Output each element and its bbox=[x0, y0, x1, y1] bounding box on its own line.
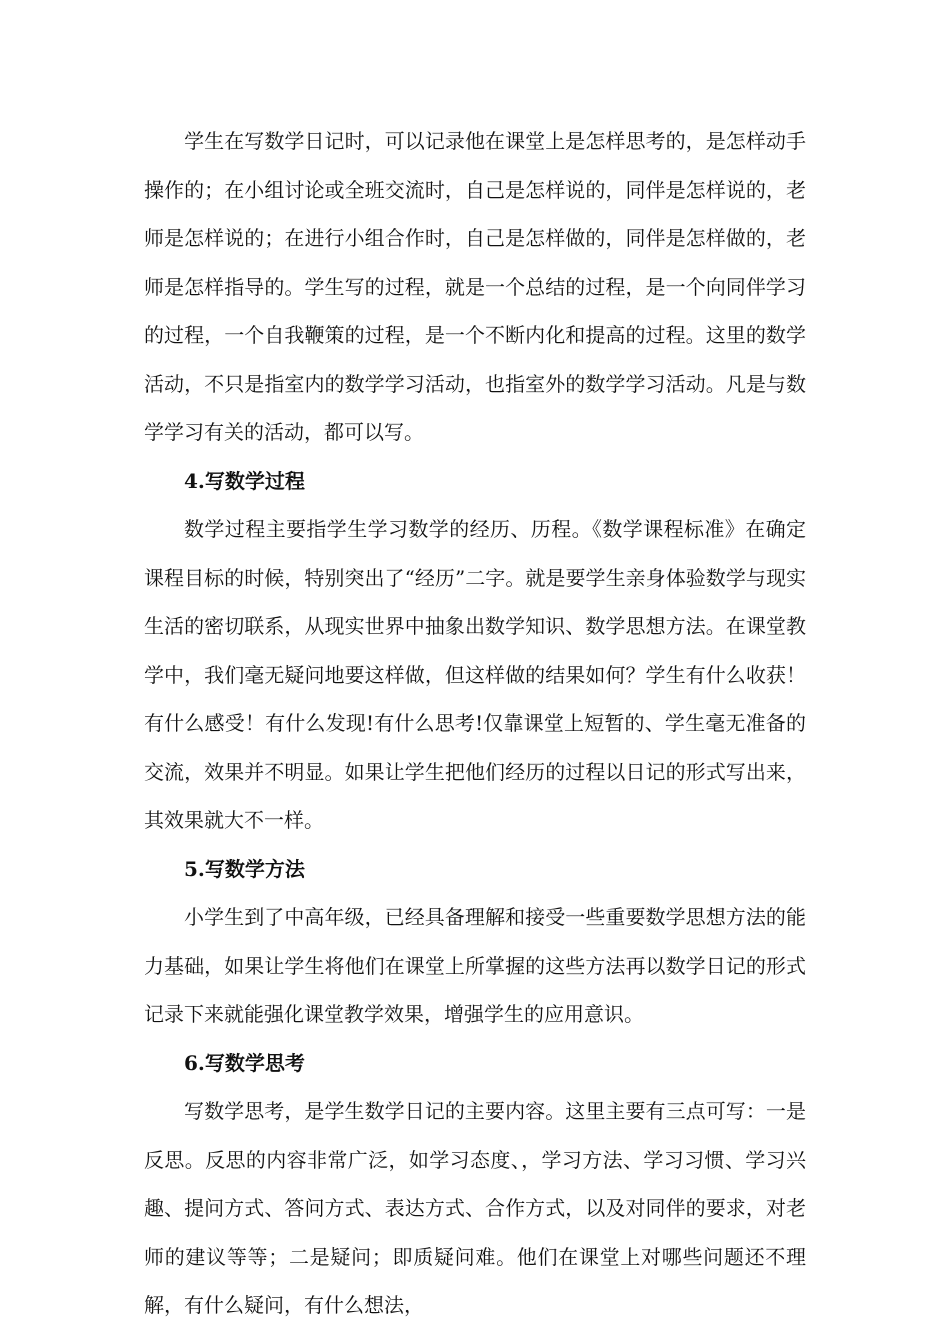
paragraph-math-methods: 小学生到了中高年级，已经具备理解和接受一些重要数学思想方法的能力基础，如果让学生将他们在课堂上所掌握的这些方法再以数学日记的形式记录下来就能强化课堂教学效果，增强学生的应用意识。 bbox=[144, 905, 806, 1026]
document-body bbox=[144, 117, 806, 1330]
paragraph-math-thinking: 写数学思考，是学生数学日记的主要内容。这里主要有三点可写：一是反思。反思的内容非常广泛，如学习态度、，学习方法、学习习惯、学习兴趣、提问方式、答问方式、表达方式、合作方式，以及对同伴的要求，对老师的建议等等；二是疑问；即质疑问难。他们在课堂上对哪些问题还不理解，有什么疑问，有什么想法， bbox=[144, 1099, 806, 1317]
heading-write-math-methods: 5.写数学方法 bbox=[184, 856, 305, 881]
heading-write-math-process: 4.写数学过程 bbox=[184, 468, 305, 493]
paragraph-math-process: 数学过程主要指学生学习数学的经历、历程。《数学课程标准》在确定课程目标的时候，特别突出了“经历”二字。就是要学生亲身体验数学与现实生活的密切联系，从现实世界中抽象出数学知识、数学思想方法。在课堂教学中，我们毫无疑问地要这样做，但这样做的结果如何？学生有什么收获！有什么感受！有什么发现!有什么思考!仅靠课堂上短暂的、学生毫无准备的交流，效果并不明显。如果让学生把他们经历的过程以日记的形式写出来，其效果就大不一样。 bbox=[144, 517, 806, 832]
heading-write-math-thinking: 6.写数学思考 bbox=[184, 1050, 305, 1075]
paragraph-math-activities: 学生在写数学日记时，可以记录他在课堂上是怎样思考的，是怎样动手操作的；在小组讨论或全班交流时，自己是怎样说的，同伴是怎样说的，老师是怎样说的；在进行小组合作时，自己是怎样做的，同伴是怎样做的，老师是怎样指导的。学生写的过程，就是一个总结的过程，是一个向同伴学习的过程，一个自我鞭策的过程，是一个不断内化和提高的过程。这里的数学活动，不只是指室内的数学学习活动，也指室外的数学学习活动。凡是与数学学习有关的活动，都可以写。 bbox=[144, 129, 806, 444]
